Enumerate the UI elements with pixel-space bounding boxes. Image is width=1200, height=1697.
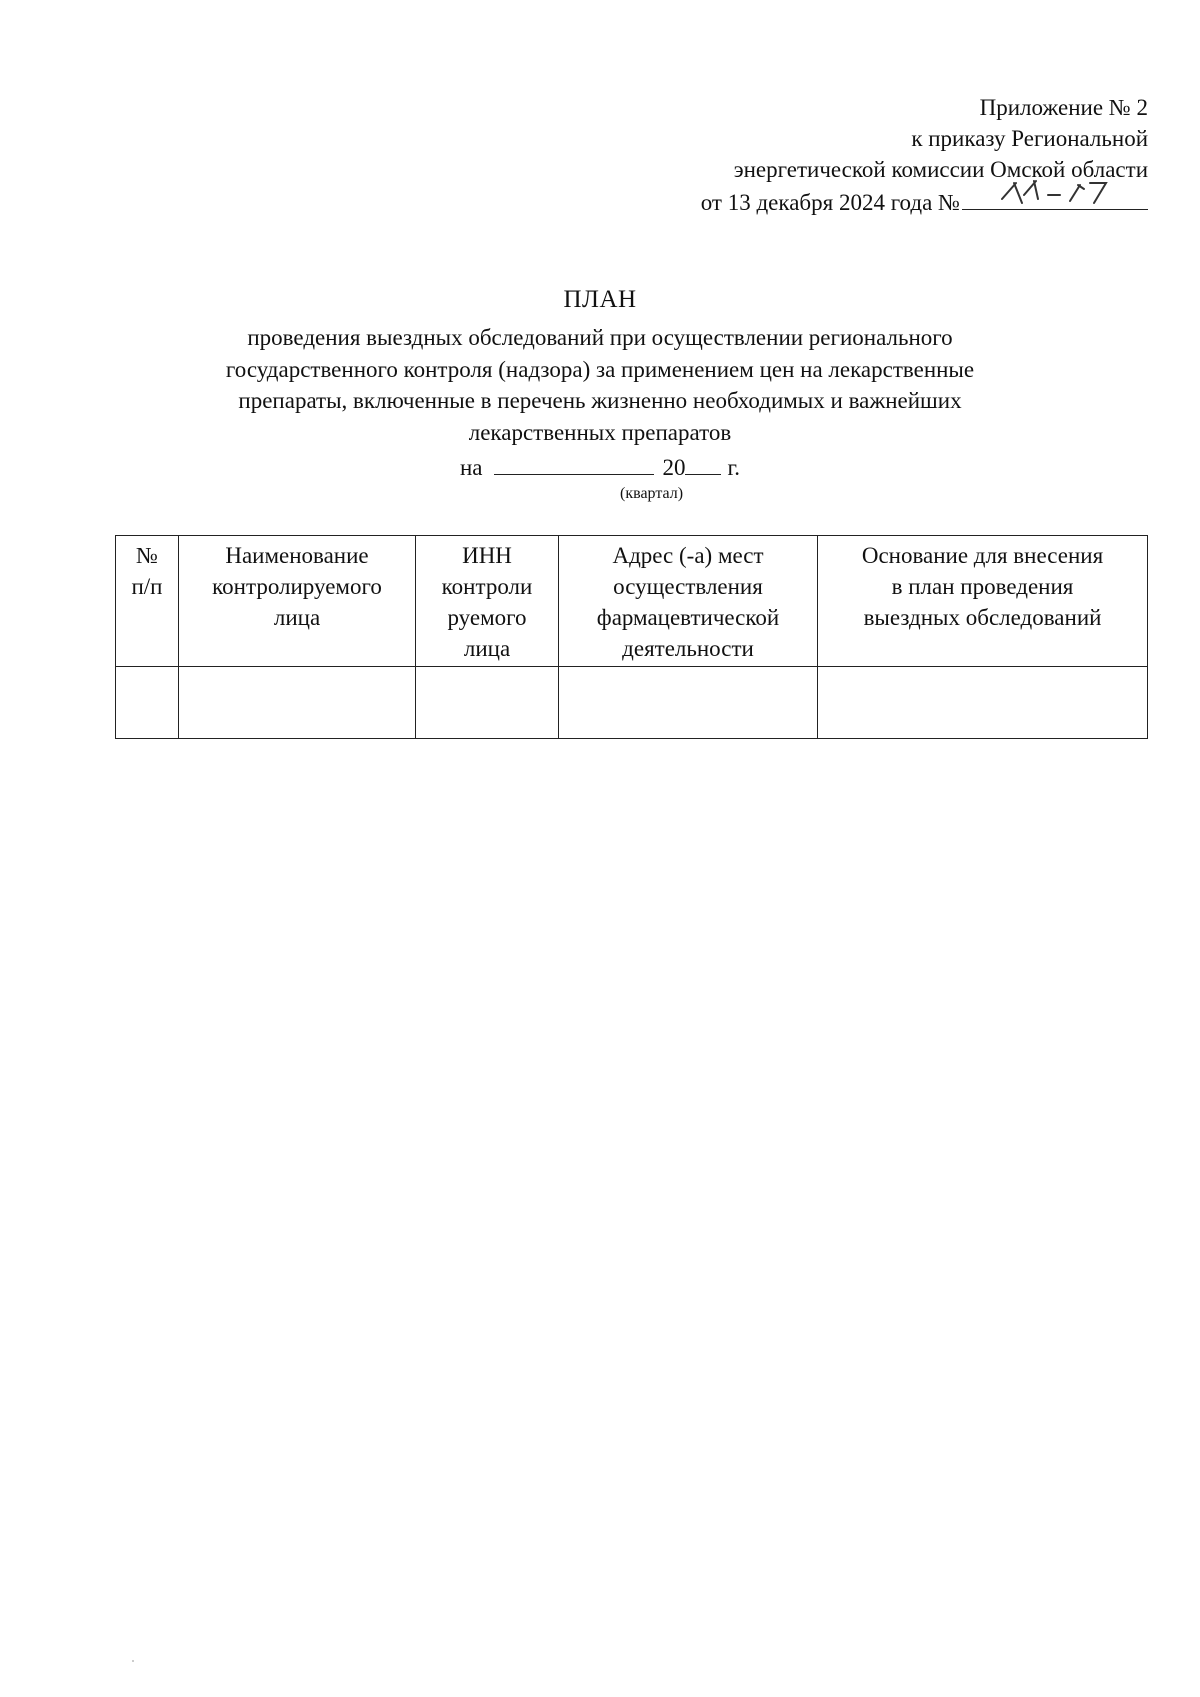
appendix-header bbox=[701, 92, 1148, 218]
header-text: № bbox=[136, 543, 158, 568]
header-text: ИНН bbox=[462, 543, 512, 568]
header-entity-name bbox=[179, 536, 416, 667]
subtitle-line: государственного контроля (надзора) за применением цен на лекарственные bbox=[225, 356, 975, 382]
quarter-caption: (квартал) bbox=[620, 485, 684, 502]
header-text: Основание для внесения bbox=[861, 543, 1104, 568]
header-text: осуществления bbox=[613, 574, 763, 599]
year-prefix: 20 bbox=[662, 455, 686, 480]
table-row bbox=[116, 667, 1148, 739]
table-cell bbox=[116, 667, 179, 739]
year-blank bbox=[685, 452, 721, 475]
header-text: лица bbox=[463, 636, 511, 661]
appendix-line-2: к приказу Региональной bbox=[911, 126, 1148, 151]
header-text: п/п bbox=[131, 574, 163, 599]
header-text: Адрес (-а) мест bbox=[612, 543, 764, 568]
header-text: руемого bbox=[447, 605, 527, 630]
scan-speck bbox=[132, 1660, 134, 1662]
order-date-label: от 13 декабря 2024 года № bbox=[700, 190, 960, 215]
header-text: контроли bbox=[441, 574, 533, 599]
header-number bbox=[116, 536, 179, 667]
subtitle-line: лекарственных препаратов bbox=[468, 419, 732, 445]
appendix-line-1: Приложение № 2 bbox=[979, 95, 1148, 120]
period-prefix: на bbox=[459, 455, 483, 480]
table-cell bbox=[416, 667, 559, 739]
appendix-line-3: энергетической комиссии Омской области bbox=[733, 157, 1148, 182]
handwritten-order-number bbox=[994, 175, 1114, 211]
plan-title: ПЛАН bbox=[563, 286, 637, 313]
appendix-order-line bbox=[701, 185, 1148, 218]
order-number-field bbox=[962, 185, 1148, 210]
table-cell bbox=[818, 667, 1148, 739]
year-suffix: г. bbox=[727, 455, 741, 480]
subtitle-line: проведения выездных обследований при осуществлении регионального bbox=[247, 325, 953, 350]
header-text: фармацевтической bbox=[596, 605, 780, 630]
header-text: Наименование bbox=[225, 543, 369, 568]
header-text: контролируемого bbox=[212, 574, 382, 599]
quarter-blank bbox=[494, 452, 654, 475]
header-text: деятельности bbox=[622, 636, 754, 661]
header-inn bbox=[416, 536, 559, 667]
header-text: в план проведения bbox=[891, 574, 1074, 599]
header-address bbox=[559, 536, 818, 667]
header-text: выездных обследований bbox=[863, 605, 1102, 630]
table-cell bbox=[559, 667, 818, 739]
table-cell bbox=[179, 667, 416, 739]
subtitle-line: препараты, включенные в перечень жизненно необходимых и важнейших bbox=[238, 388, 962, 413]
table-header-row bbox=[116, 536, 1148, 667]
plan-table bbox=[115, 535, 1148, 739]
header-text: лица bbox=[273, 605, 321, 630]
period-line bbox=[0, 452, 1200, 481]
header-basis bbox=[818, 536, 1148, 667]
plan-subtitle bbox=[0, 322, 1200, 448]
